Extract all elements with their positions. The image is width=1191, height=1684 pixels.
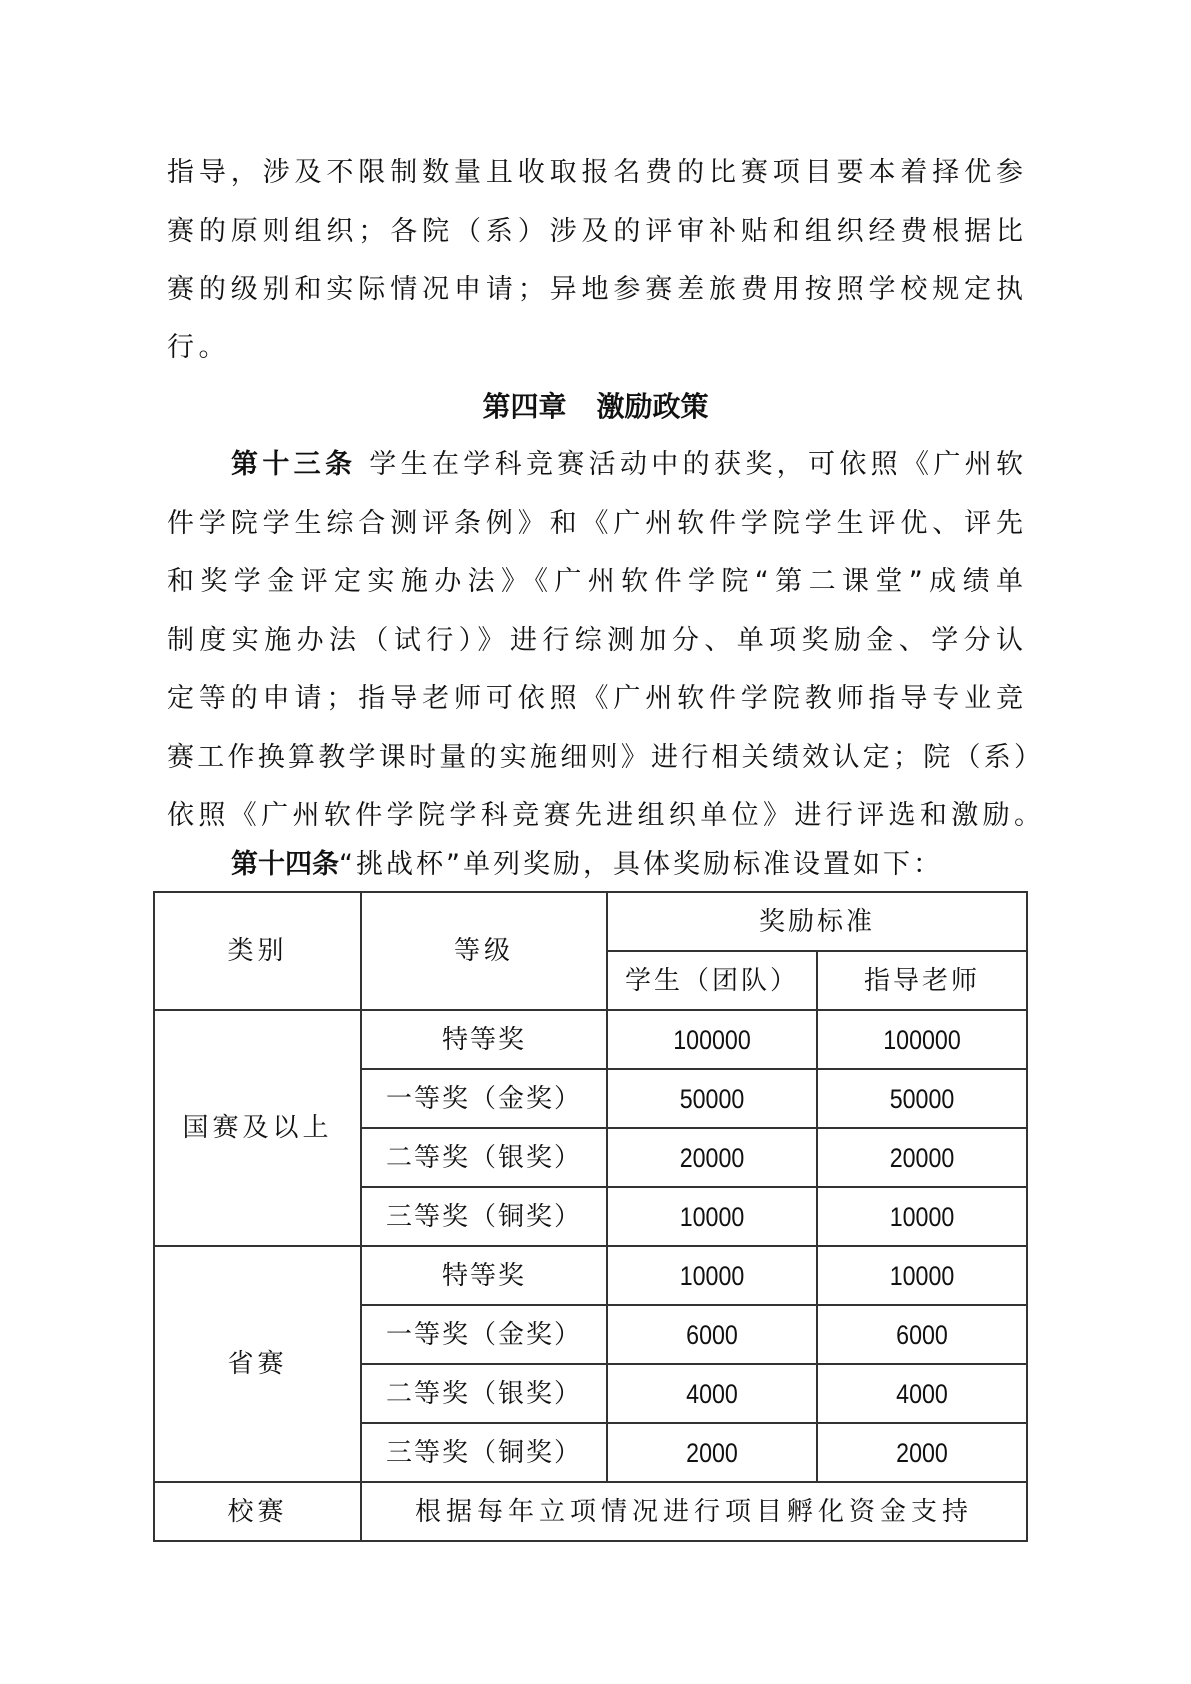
header-category: 类别 [154,892,361,1010]
level-cell: 二等奖（银奖） [361,1364,607,1423]
chapter-title: 激励政策 [596,390,709,423]
level-cell: 一等奖（金奖） [361,1069,607,1128]
paragraph-line: 赛工作换算教学课时量的实施细则》进行相关绩效认定；院（系） [167,742,1041,773]
category-cell: 校赛 [154,1482,361,1541]
table-header-row [154,892,1027,951]
teacher-amount: 2000 [832,1423,1013,1482]
paragraph-line: 赛的级别和实际情况申请；异地参赛差旅费用按照学校规定执 [167,274,1023,305]
paragraph-line: 件学院学生综合测评条例》和《广州软件学院学生评优、评先 [167,508,1023,539]
student-amount: 4000 [622,1364,803,1423]
category-cell: 省赛 [154,1246,361,1482]
school-note: 根据每年立项情况进行项目孵化资金支持 [361,1482,1027,1541]
teacher-amount: 4000 [832,1364,1013,1423]
table-row [154,1482,1027,1541]
paragraph-line: 定等的申请；指导老师可依照《广州软件学院教师指导专业竞 [167,683,1023,714]
student-amount: 6000 [622,1305,803,1364]
teacher-amount: 10000 [832,1187,1013,1246]
category-cell: 国赛及以上 [154,1010,361,1246]
student-amount: 20000 [622,1128,803,1187]
table-row [154,1246,1027,1305]
article-13-text: 学生在学科竞赛活动中的获奖，可依照《广州软 [369,449,1024,480]
level-cell: 特等奖 [361,1246,607,1305]
student-amount: 10000 [622,1246,803,1305]
teacher-amount: 20000 [832,1128,1013,1187]
table-row [154,1010,1027,1069]
level-cell: 特等奖 [361,1010,607,1069]
paragraph-line: 行。 [167,332,230,363]
paragraph-line: 赛的原则组织；各院（系）涉及的评审补贴和组织经费根据比 [167,216,1023,247]
article-14-label: 第十四条 [231,849,339,880]
student-amount: 2000 [622,1423,803,1482]
chapter-number: 第四章 [482,390,567,423]
level-cell: 二等奖（银奖） [361,1128,607,1187]
article-13-first-line [231,445,1023,485]
teacher-amount: 50000 [832,1069,1013,1128]
paragraph-line: 制度实施办法（试行）》进行综测加分、单项奖励金、学分认 [167,625,1023,656]
header-teacher: 指导老师 [817,951,1027,1010]
level-cell: 一等奖（金奖） [361,1305,607,1364]
article-14-line [231,845,1023,885]
paragraph-line: 依照《广州软件学院学科竞赛先进组织单位》进行评选和激励。 [167,800,1041,831]
level-cell: 三等奖（铜奖） [361,1423,607,1482]
student-amount: 100000 [622,1010,803,1069]
header-standard: 奖励标准 [607,892,1027,951]
teacher-amount: 10000 [832,1246,1013,1305]
student-amount: 50000 [622,1069,803,1128]
student-amount: 10000 [622,1187,803,1246]
teacher-amount: 100000 [832,1010,1013,1069]
teacher-amount: 6000 [832,1305,1013,1364]
header-student: 学生（团队） [607,951,817,1010]
paragraph-line: 指导，涉及不限制数量且收取报名费的比赛项目要本着择优参 [167,157,1023,188]
paragraph-line: 和奖学金评定实施办法》《广州软件学院“第二课堂”成绩单 [167,566,1023,597]
header-level: 等级 [361,892,607,1010]
article-13-label: 第十三条 [231,449,357,480]
chapter-heading [0,387,1191,427]
reward-standard-table [153,891,1028,1542]
article-14-text: “挑战杯”单列奖励，具体奖励标准设置如下： [339,849,943,880]
level-cell: 三等奖（铜奖） [361,1187,607,1246]
